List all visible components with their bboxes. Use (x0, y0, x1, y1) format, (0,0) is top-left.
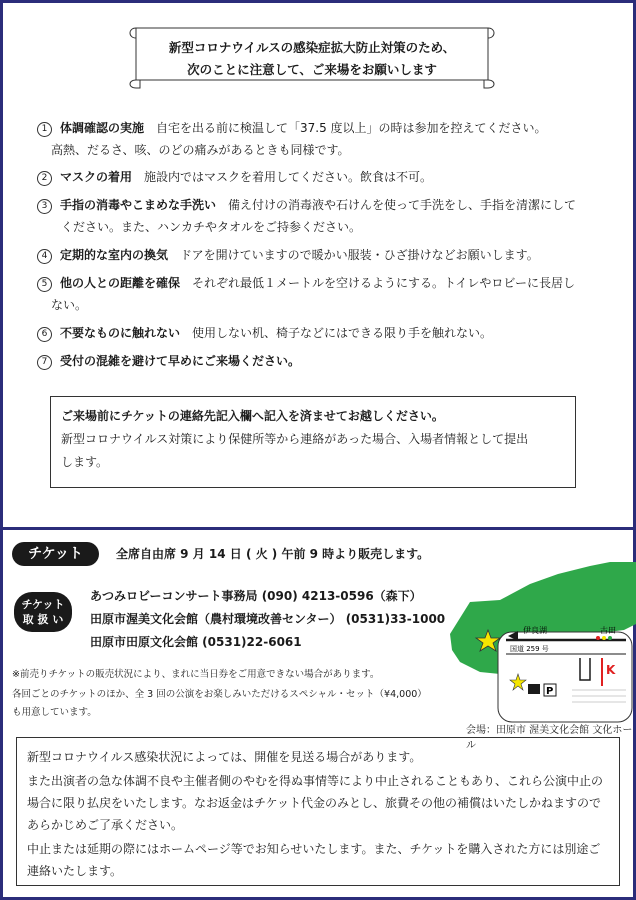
scroll-shape (126, 22, 498, 92)
item-title: マスクの着用 (60, 170, 133, 184)
peninsula-map (440, 562, 636, 742)
ticket-heading-pill: チケット (12, 542, 99, 566)
list-item (37, 272, 597, 316)
notice-line: 連絡いたします。 (27, 864, 123, 878)
ticket-note-1: ※前売りチケットの販売状況により、まれに当日券をご用意できない場合があります。 (12, 669, 380, 680)
badge-line-1: チケット (21, 598, 65, 611)
item-text: 備え付けの消毒液や石けんを使って手洗をし、手指を清潔にして (228, 198, 577, 212)
ticket-note-2: 各回ごとのチケットのほか、全 3 回の公演をお楽しみいただけるスペシャル・セット（¥4,000） (12, 689, 427, 700)
outlet-1: あつみロビーコンサート事務局 (090) 4213-0596（森下） (90, 589, 422, 603)
notice-line: 中止または延期の際にはホームページ等でお知らせいたします。また、チケットを購入された方には別途ご (27, 842, 601, 856)
item-number: 6 (37, 327, 52, 342)
notice-heading: ご来場前にチケットの連絡先記入欄へ記入を済ませてお越しください。 (61, 409, 444, 423)
list-item (37, 244, 597, 266)
ticket-contact-notice (50, 396, 576, 488)
item-text: それぞれ最低１メートルを空けるようにする。トイレやロビーに長居し (192, 276, 575, 290)
item-text-2: ない。 (51, 298, 88, 312)
parking-icon: P (546, 686, 554, 697)
notice-banner (126, 22, 498, 92)
label-kotaii: 古田 (600, 626, 616, 635)
list-item (37, 194, 597, 238)
item-number: 2 (37, 171, 52, 186)
item-number: 3 (37, 199, 52, 214)
list-item (37, 350, 597, 372)
item-text: 使用しない机、椅子などにはできる限り手を触れない。 (192, 326, 493, 340)
item-number: 7 (37, 355, 52, 370)
badge-line-2: 取 扱 い (22, 613, 64, 626)
ticket-note-3: も用意しています。 (12, 707, 97, 718)
ticket-outlets-badge (14, 592, 72, 632)
item-number: 4 (37, 249, 52, 264)
item-title: 他の人との距離を確保 (60, 276, 181, 290)
banner-line-1: 新型コロナウイルスの感染症拡大防止対策のため、 (168, 40, 456, 55)
notice-line: します。 (61, 455, 109, 469)
venue-map (440, 562, 636, 742)
outlet-3: 田原市田原文化会館 (0531)22-6061 (90, 635, 302, 649)
item-text: ドアを開けていますので暖かい服装・ひざ掛けなどお願いします。 (180, 248, 539, 262)
list-item (37, 117, 597, 161)
notice-line: 新型コロナウイルス感染状況によっては、開催を見送る場合があります。 (27, 750, 422, 764)
item-text: 施設内ではマスクを着用してください。飲食は不可。 (144, 170, 433, 184)
item-text: 自宅を出る前に検温して「37.5 度以上」の時は参加を控えてください。 (156, 121, 547, 135)
list-item (37, 322, 597, 344)
label-iragoko: 伊良湖 (523, 626, 547, 635)
item-number: 1 (37, 122, 52, 137)
item-title: 受付の混雑を避けて早めにご来場ください。 (60, 354, 301, 368)
notice-line: 場合に限り払戻をいたします。なお返金はチケット代金のみとし、旅費その他の補償はいたしかねますので (27, 796, 601, 810)
section-divider (0, 527, 636, 530)
notice-line: 新型コロナウイルス対策により保健所等から連絡があった場合、入場者情報として提出 (61, 432, 529, 446)
outlet-2: 田原市渥美文化会館（農村環境改善センター） (0531)33-1000 (90, 612, 446, 626)
venue-caption: 会場：田原市 渥美文化会館 文化ホール (466, 725, 633, 751)
item-title: 体調確認の実施 (60, 121, 145, 135)
label-route: 国道 259 号 (510, 645, 549, 653)
banner-line-2: 次のことに注意して、ご来場をお願いします (187, 62, 437, 77)
sale-info: 全席自由席 9 月 14 日 ( 火 ) 午前 9 時より販売します。 (116, 547, 430, 561)
item-text-2: ください。また、ハンカチやタオルをご持参ください。 (61, 220, 362, 234)
list-item (37, 166, 597, 188)
cancellation-notice (16, 737, 620, 886)
notice-line: また出演者の急な体調不良や主催者側のやむを得ぬ事情等により中止されることもあり、これら公演中止の (27, 774, 604, 788)
item-title: 手指の消毒やこまめな手洗い (60, 198, 217, 212)
item-number: 5 (37, 277, 52, 292)
item-title: 定期的な室内の換気 (60, 248, 169, 262)
item-text-2: 高熱、だるさ、咳、のどの痛みがあるときも同様です。 (51, 143, 350, 157)
notice-line: あらかじめご了承ください。 (27, 818, 184, 832)
k-logo-icon: K (606, 663, 616, 677)
item-title: 不要なものに触れない (60, 326, 181, 340)
